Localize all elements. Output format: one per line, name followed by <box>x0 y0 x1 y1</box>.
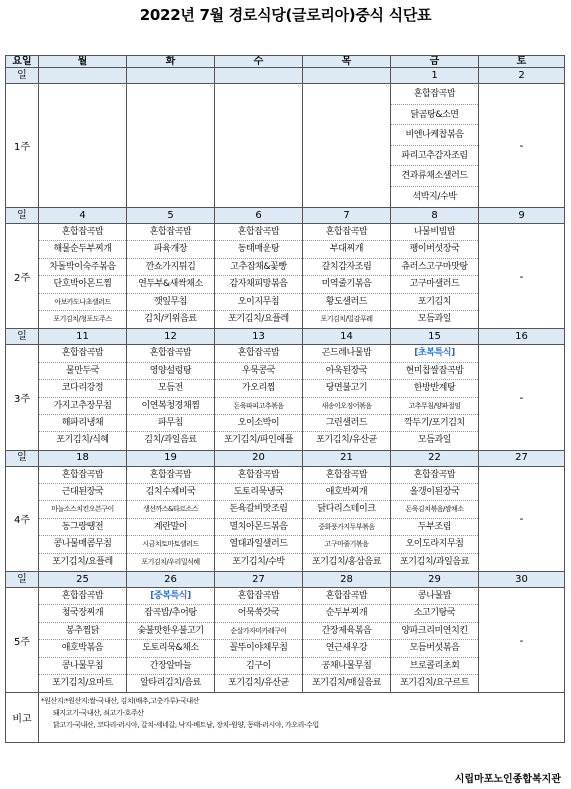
week-day-label: 일 <box>6 450 39 466</box>
menu-cell <box>215 466 303 571</box>
date-cell: 4 <box>39 208 127 224</box>
date-cell <box>39 68 127 84</box>
menu-item: 근대된장국 <box>39 484 126 501</box>
menu-item: 포기김치/식혜 <box>56 435 109 446</box>
date-cell <box>127 68 215 84</box>
date-cell: 1 <box>391 68 479 84</box>
menu-body <box>6 68 565 693</box>
date-cell: 19 <box>127 450 215 466</box>
header-wed: 수 <box>215 56 303 68</box>
menu-item: 김치수제비국 <box>127 484 214 501</box>
menu-item: 그린샐러드 <box>303 415 390 432</box>
menu-item: 석박지/수박 <box>412 191 457 202</box>
menu-item: 우묵콩국 <box>215 363 302 380</box>
menu-item: 동태매운탕 <box>215 241 302 258</box>
menu-cell <box>215 224 303 329</box>
menu-item: 연두부&새싹채소 <box>127 276 214 293</box>
date-cell: 18 <box>39 450 127 466</box>
menu-item: 중화풍가지두부볶음 <box>303 519 390 536</box>
menu-cell <box>39 224 127 329</box>
menu-item: 고추잡채&꽃빵 <box>215 259 302 276</box>
menu-item: 모듬과일 <box>417 435 452 446</box>
menu-item: 아욱된장국 <box>303 363 390 380</box>
menu-item: 곤드레나물밥 <box>303 345 390 362</box>
date-cell: 5 <box>127 208 215 224</box>
menu-item: 연근새우강 <box>303 640 390 657</box>
notes-line: 닭고기-국내산, 코다리-러시아, 갈치-세네갈, 낙지-베트남, 장치-원양, 동태-러시아, 가오리-수입 <box>53 721 319 730</box>
menu-item: 혼합잡곡밥 <box>39 345 126 362</box>
menu-item: 돈육김치볶음/쌈채소 <box>391 501 478 518</box>
week-label: 1주 <box>6 84 39 208</box>
menu-item: 아보카도나초샐러드 <box>39 294 126 311</box>
week-day-label: 일 <box>6 329 39 345</box>
menu-item: 김구이 <box>215 658 302 675</box>
menu-item: 알타리김치/음료 <box>140 677 201 688</box>
page-title: 2022년 7월 경로식당(글로리아)중식 식단표 <box>139 6 432 24</box>
date-cell: 14 <box>303 329 391 345</box>
menu-item: 도토리묵냉국 <box>215 484 302 501</box>
menu-item: 혼합잡곡밥 <box>127 467 214 484</box>
date-cell: 13 <box>215 329 303 345</box>
date-cell: 8 <box>391 208 479 224</box>
menu-item: 순살가자미카레구이 <box>215 623 302 640</box>
menu-item: 김치/과일음료 <box>144 435 197 446</box>
date-cell: 22 <box>391 450 479 466</box>
menu-item: 현미찹쌀잡곡밥 <box>391 363 478 380</box>
menu-item: 혼합잡곡밥 <box>39 467 126 484</box>
menu-item: 모듬버섯볶음 <box>391 640 478 657</box>
menu-item: 잡곡밥/추어탕 <box>127 605 214 622</box>
menu-cell <box>39 466 127 571</box>
menu-item: 간장알마늘 <box>127 658 214 675</box>
menu-item: 숯불맛한우불고기 <box>127 623 214 640</box>
menu-item: 미역줄기볶음 <box>303 276 390 293</box>
menu-item: 혼합잡곡밥 <box>39 588 126 605</box>
menu-item: 포기김치/수박 <box>232 556 285 567</box>
menu-cell <box>303 224 391 329</box>
menu-cell <box>391 224 479 329</box>
menu-item: 당면불고기 <box>303 380 390 397</box>
date-cell <box>303 68 391 84</box>
menu-item: 포기김치/과일음료 <box>400 556 469 567</box>
menu-item: 김치/키위음료 <box>144 313 197 324</box>
week-day-label: 일 <box>6 68 39 84</box>
date-cell: 27 <box>479 450 565 466</box>
menu-item: 코다리강정 <box>39 380 126 397</box>
header-thu: 목 <box>303 56 391 68</box>
week-label: 2주 <box>6 224 39 329</box>
menu-item: 혼합잡곡밥 <box>303 588 390 605</box>
menu-item: 모듬전 <box>127 380 214 397</box>
menu-item: 혼합잡곡밥 <box>303 224 390 241</box>
footer-organization: 시립마포노인종합복지관 <box>454 774 561 785</box>
menu-item: 멸치아몬드볶음 <box>215 519 302 536</box>
menu-item: 포기김치/파인애플 <box>224 435 293 446</box>
menu-item: 꼴뚜이야채무침 <box>215 640 302 657</box>
menu-item: 동그랑땡전 <box>39 519 126 536</box>
menu-table <box>5 55 565 743</box>
menu-item: 양파크리미연치킨 <box>391 623 478 640</box>
menu-item: 닭다리스테이크 <box>303 501 390 518</box>
menu-item: 포기김치/요플레 <box>228 313 289 324</box>
menu-cell <box>391 345 479 450</box>
notes-line: 돼지고기-국내산, 쇠고기-호주산 <box>53 709 144 718</box>
menu-item: 이연복청경채찜 <box>127 398 214 415</box>
menu-cell <box>39 84 127 208</box>
menu-item: 팽이버섯장국 <box>391 241 478 258</box>
menu-cell <box>127 224 215 329</box>
menu-item: [중복특식] <box>127 588 214 605</box>
header-fri: 금 <box>391 56 479 68</box>
menu-item: 애호박찌개 <box>303 484 390 501</box>
menu-cell <box>215 588 303 693</box>
menu-cell: - <box>479 345 565 450</box>
menu-item: 포기김치/요구르트 <box>400 677 469 688</box>
menu-cell <box>391 84 479 208</box>
menu-item: 혼합잡곡밥 <box>391 467 478 484</box>
menu-item: 포기김치/홍삼음료 <box>312 556 381 567</box>
menu-item: 혼합잡곡밥 <box>39 224 126 241</box>
menu-cell <box>215 84 303 208</box>
menu-cell <box>391 588 479 693</box>
menu-item: 혼합잡곡밥 <box>215 345 302 362</box>
menu-item: 나물비빔밥 <box>391 224 478 241</box>
header-tue: 화 <box>127 56 215 68</box>
menu-item: 어묵쑥갓국 <box>215 605 302 622</box>
date-cell: 2 <box>479 68 565 84</box>
menu-item: 츄러스고구마맛탕 <box>391 259 478 276</box>
menu-item: 해물순두부찌개 <box>39 241 126 258</box>
menu-item: 혼합잡곡밥 <box>215 467 302 484</box>
menu-item: 혼합잡곡밥 <box>127 345 214 362</box>
menu-item: 혼합잡곡밥 <box>127 224 214 241</box>
menu-item: 새송이오징어볶음 <box>303 398 390 415</box>
menu-item: 돈육파피고추볶음 <box>215 398 302 415</box>
menu-item: 비엔나케찹볶음 <box>391 125 478 146</box>
menu-item: 부대찌개 <box>303 241 390 258</box>
menu-item: 포기김치/요마트 <box>52 677 113 688</box>
date-cell: 30 <box>479 572 565 588</box>
menu-item: 순두부찌개 <box>303 605 390 622</box>
menu-cell: - <box>479 588 565 693</box>
menu-item: 단호박아몬드찜 <box>39 276 126 293</box>
date-cell: 28 <box>303 572 391 588</box>
date-cell: 9 <box>479 208 565 224</box>
menu-item: 애호박볶음 <box>39 640 126 657</box>
date-cell: 20 <box>215 450 303 466</box>
menu-item: 콩나물밥 <box>391 588 478 605</box>
menu-cell <box>391 466 479 571</box>
menu-item: 마늘소스치킨오븐구이 <box>39 501 126 518</box>
menu-item: 감자채피망볶음 <box>215 276 302 293</box>
date-cell: 26 <box>127 572 215 588</box>
date-cell: 25 <box>39 572 127 588</box>
menu-item: 차돌박이숙주볶음 <box>39 259 126 276</box>
menu-item: 깐쇼가지튀김 <box>127 259 214 276</box>
menu-item: 모듬과일 <box>417 313 452 324</box>
menu-cell: - <box>479 84 565 208</box>
menu-cell: - <box>479 224 565 329</box>
menu-item: 물만두국 <box>39 363 126 380</box>
menu-item: 열대과일샐러드 <box>215 536 302 553</box>
date-cell: 29 <box>391 572 479 588</box>
menu-item: 파육개장 <box>127 241 214 258</box>
menu-item: 포기김치 <box>391 294 478 311</box>
menu-item: 가지고추장무침 <box>39 398 126 415</box>
notes-label: 비고 <box>6 693 39 743</box>
week-day-label: 일 <box>6 208 39 224</box>
menu-item: 포기김치/요플레 <box>52 556 113 567</box>
header-mon: 월 <box>39 56 127 68</box>
menu-item: 혼합잡곡밥 <box>303 467 390 484</box>
date-cell: 6 <box>215 208 303 224</box>
menu-cell <box>303 345 391 450</box>
menu-item: 고구마줄기볶음 <box>303 536 390 553</box>
menu-item: 봉추찜닭 <box>39 623 126 640</box>
menu-item: 시금치토마토샐러드 <box>127 536 214 553</box>
menu-item: 콩나물매콤무침 <box>39 536 126 553</box>
menu-item: 닭곰탕&소면 <box>391 105 478 126</box>
menu-item: 포기김치/우리밀식혜 <box>141 557 200 566</box>
menu-cell <box>303 466 391 571</box>
menu-item: 파리고추감자조림 <box>391 146 478 167</box>
date-cell: 11 <box>39 329 127 345</box>
menu-item: 갈치감자조림 <box>303 259 390 276</box>
menu-item: 견과류채소샐러드 <box>391 166 478 187</box>
menu-cell <box>127 345 215 450</box>
date-cell <box>215 68 303 84</box>
menu-item: 포기김치/유산균 <box>228 677 289 688</box>
menu-item: 포기김치/밀감푸레 <box>320 314 373 323</box>
notes-cell <box>39 693 565 743</box>
menu-item: 혼합잡곡밥 <box>215 224 302 241</box>
menu-item: 깻잎무침 <box>127 294 214 311</box>
menu-item: 간장제육볶음 <box>303 623 390 640</box>
menu-cell <box>303 588 391 693</box>
menu-item: [초복특식] <box>391 345 478 362</box>
header-sat: 토 <box>479 56 565 68</box>
menu-item: 고구마샐러드 <box>391 276 478 293</box>
menu-item: 가오리찜 <box>215 380 302 397</box>
week-label: 5주 <box>6 588 39 693</box>
menu-item: 돈육갈비맛조림 <box>215 501 302 518</box>
menu-cell <box>127 84 215 208</box>
date-cell: 7 <box>303 208 391 224</box>
menu-item: 공채나물무침 <box>303 658 390 675</box>
menu-item: 두부조림 <box>391 519 478 536</box>
menu-item: 생선까스&타르소스 <box>127 501 214 518</box>
menu-cell <box>127 466 215 571</box>
date-cell: 21 <box>303 450 391 466</box>
menu-cell <box>39 588 127 693</box>
menu-item: 브로콜리초회 <box>391 658 478 675</box>
menu-item: 혼합잡곡밥 <box>215 588 302 605</box>
header-day-column: 요일 <box>6 56 39 68</box>
date-cell: 12 <box>127 329 215 345</box>
menu-cell <box>303 84 391 208</box>
menu-item: 포기김치/유산균 <box>316 435 377 446</box>
menu-item: 도토리묵&채소 <box>127 640 214 657</box>
menu-item: 파무침 <box>127 415 214 432</box>
menu-item: 콩나물무침 <box>39 658 126 675</box>
week-label: 3주 <box>6 345 39 450</box>
menu-item: 포기김치/청포도주스 <box>53 314 112 323</box>
week-label: 4주 <box>6 466 39 571</box>
date-cell: 15 <box>391 329 479 345</box>
menu-item: 소고기탕국 <box>391 605 478 622</box>
menu-item: 깍두기/포기김치 <box>391 415 478 432</box>
menu-item: 청국장찌개 <box>39 605 126 622</box>
week-day-label: 일 <box>6 572 39 588</box>
menu-item: 해파리냉채 <box>39 415 126 432</box>
menu-item: 영양설렁탕 <box>127 363 214 380</box>
date-cell: 16 <box>479 329 565 345</box>
menu-item: 혼합잡곡밥 <box>391 84 478 105</box>
menu-cell <box>215 345 303 450</box>
menu-item: 오이지무침 <box>215 294 302 311</box>
menu-item: 포기김치/매실음료 <box>312 677 381 688</box>
menu-item: 황도샐러드 <box>303 294 390 311</box>
menu-cell: - <box>479 466 565 571</box>
date-cell: 27 <box>215 572 303 588</box>
menu-cell <box>127 588 215 693</box>
menu-item: 오이도라지무침 <box>391 536 478 553</box>
menu-item: 올갱이된장국 <box>391 484 478 501</box>
menu-item: 한방반계탕 <box>391 380 478 397</box>
notes-line: *원산지:*원산지:쌀-국내산, 김치(배추,고춧가루)-국내산 <box>41 697 200 706</box>
menu-item: 고추무침/양파절임 <box>391 398 478 415</box>
menu-item: 오이소박이 <box>215 415 302 432</box>
menu-item: 계란말이 <box>127 519 214 536</box>
menu-cell <box>39 345 127 450</box>
